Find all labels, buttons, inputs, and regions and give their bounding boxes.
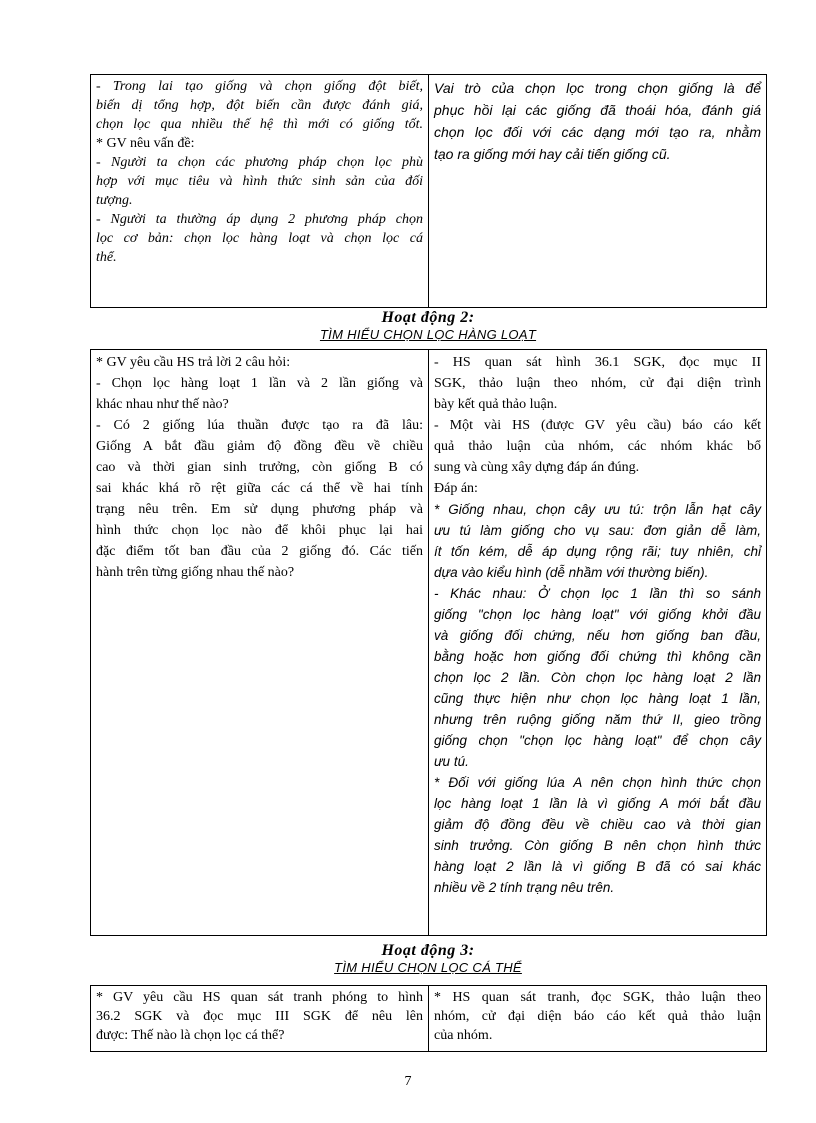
answer-line: hàng loạt 2 lần là vì giống B đã có sai khác: [434, 859, 761, 874]
answer-label: Đáp án:: [434, 481, 478, 496]
text-line: - Trong lai tạo giống và chọn giống đột biết,: [96, 79, 423, 94]
text-line: khác nhau như thế nào?: [96, 397, 229, 412]
answer-line: giống "chọn lọc hàng loạt" với giống khởi đầu: [434, 607, 761, 622]
text-line: SGK, thảo luận theo nhóm, cử đại diện trình: [434, 376, 761, 391]
answer-line: sinh trưởng. Còn giống B nên chọn hình thức: [434, 838, 761, 853]
text-line: được: Thế nào là chọn lọc cá thể?: [96, 1028, 285, 1043]
activity-2-heading: [90, 309, 766, 342]
text-line: - Chọn lọc hàng loạt 1 lần và 2 lần giống và: [96, 376, 423, 391]
activity-title: Hoạt động 3:: [381, 942, 475, 959]
continuation-table: [90, 74, 767, 308]
text-line: - Người ta chọn các phương pháp chọn lọc phù: [96, 155, 423, 170]
text-line: chọn lọc qua nhiều thế hệ thì mới có giống tốt.: [96, 117, 423, 132]
text-line: trạng nêu trên. Em sử dụng phương pháp và: [96, 502, 423, 517]
text-line: - Người ta thường áp dụng 2 phương pháp chọn: [96, 212, 423, 227]
text-line: tượng.: [96, 193, 133, 208]
text-line: - Một vài HS (được GV yêu cầu) báo cáo kết: [434, 418, 761, 433]
text-line: * GV yêu cầu HS quan sát tranh phóng to hình: [96, 990, 423, 1005]
activity-title: Hoạt động 2:: [381, 309, 475, 326]
text-line: cao và thời gian sinh trưởng, còn giống B có: [96, 460, 423, 475]
student-activity-cell: [429, 350, 767, 936]
activity-subtitle: TÌM HIỂU CHỌN LỌC HÀNG LOẠT: [319, 327, 537, 342]
text-line: * GV yêu cầu HS trả lời 2 câu hỏi:: [96, 355, 291, 370]
answer-line: chọn lọc 2 lần. Còn chọn lọc hàng loạt 2 lần: [434, 670, 761, 685]
text-line: lọc cơ bản: chọn lọc hàng loạt và chọn lọc cá: [96, 231, 423, 246]
answer-line: lọc hàng loạt 1 lần là vì giống A mới bắt đầu: [434, 796, 761, 811]
text-line: - HS quan sát hình 36.1 SGK, đọc mục II: [434, 355, 761, 370]
mass-selection-table: [90, 349, 767, 936]
text-line: phục hồi lại các giống đã thoái hóa, đánh giá: [434, 102, 761, 118]
answer-line: cũng thực hiện như chọn lọc hàng loạt 1 lần,: [434, 691, 761, 706]
answer-line: ưu tú làm giống cho vụ sau: đơn giản dễ làm,: [434, 523, 761, 538]
text-line: - Có 2 giống lúa thuần được tạo ra đã lâu:: [96, 418, 423, 433]
answer-line: * Giống nhau, chọn cây ưu tú: trộn lẫn hạt cây: [434, 502, 761, 517]
text-line: bày kết quả thảo luận.: [434, 397, 558, 412]
answer-line: - Khác nhau: Ở chọn lọc 1 lần thì so sánh: [434, 586, 761, 601]
answer-line: nhưng trên ruộng giống năm thứ II, gieo trồng: [434, 712, 761, 727]
answer-line: ít tốn kém, dễ áp dụng rộng rãi; tuy nhiên, chỉ: [434, 544, 761, 559]
text-line: hành trên từng giống nhau thế nào?: [96, 565, 295, 580]
teacher-activity-cell: [91, 986, 429, 1052]
text-line: tạo ra giống mới hay cải tiến giống cũ.: [434, 146, 671, 162]
answer-line: giống chọn "chọn lọc hàng loạt" để chọn cây: [434, 733, 761, 748]
text-line: 36.2 SGK và đọc mục III SGK để nêu lên: [96, 1009, 423, 1024]
text-line: sai khác khá rõ rệt giữa các cá thể về hai tính: [96, 481, 423, 496]
student-activity-cell: [429, 75, 767, 308]
answer-line: dựa vào kiểu hình (dễ nhầm với thường biến).: [434, 565, 709, 580]
text-line: nhóm, cử đại diện báo cáo kết quả thảo luận: [434, 1009, 761, 1024]
answer-line: bằng hoặc hơn giống đối chứng thì không cần: [434, 649, 761, 664]
answer-line: và giống đối chứng, nếu hơn giống ban đầu,: [434, 628, 761, 643]
student-activity-cell: [429, 986, 767, 1052]
answer-line: * Đối với giống lúa A nên chọn hình thức chọn: [434, 775, 761, 790]
text-line: Vai trò của chọn lọc trong chọn giống là để: [434, 80, 761, 96]
answer-line: ưu tú.: [434, 754, 469, 769]
text-line: biến dị tổng hợp, đột biến cần được đánh giá,: [96, 98, 423, 113]
teacher-activity-cell: [91, 350, 429, 936]
text-line: sung và cùng xây dựng đáp án đúng.: [434, 460, 640, 475]
text-line: * HS quan sát tranh, đọc SGK, thảo luận theo: [434, 990, 761, 1005]
individual-selection-table: [90, 985, 767, 1052]
activity-3-heading: [90, 942, 766, 975]
answer-line: nhiều về 2 tính trạng nêu trên.: [434, 880, 615, 895]
teacher-activity-cell: [91, 75, 429, 308]
text-line: quả thảo luận của nhóm, các nhóm khác bổ: [434, 439, 761, 454]
text-line: thể.: [96, 250, 117, 265]
answer-line: giảm độ đồng đều về chiều cao và thời gian: [434, 817, 761, 832]
text-line: của nhóm.: [434, 1028, 493, 1043]
page-number: 7: [404, 1074, 412, 1089]
text-line: chọn lọc đối với các dạng mới tạo ra, nhằm: [434, 124, 761, 140]
text-line: hợp với mục tiêu và hình thức sinh sản của đối: [96, 174, 423, 189]
activity-subtitle: TÌM HIỂU CHỌN LỌC CÁ THỂ: [334, 960, 522, 975]
text-line: hình thức chọn lọc nào để khôi phục lại hai: [96, 523, 423, 538]
text-line: Giống A bắt đầu giảm độ đồng đều về chiều: [96, 439, 423, 454]
text-line: * GV nêu vấn đề:: [96, 136, 195, 151]
text-line: đặc điểm tốt ban đầu của 2 giống đó. Các tiến: [96, 544, 423, 559]
